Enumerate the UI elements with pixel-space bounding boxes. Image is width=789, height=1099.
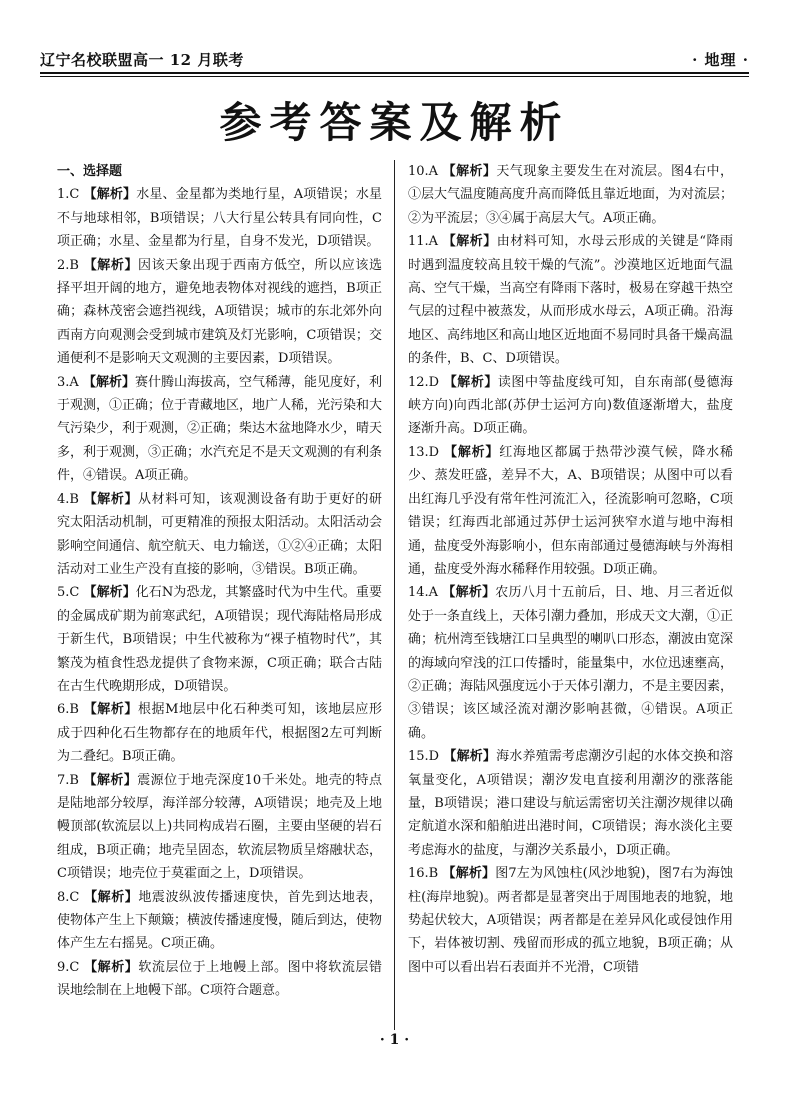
analysis-tag: 【解析】 — [83, 585, 136, 601]
analysis-tag: 【解析】 — [83, 702, 138, 718]
page-number: · 1 · — [379, 1032, 410, 1048]
analysis-text: 从材料可知，该观测设备有助于更好的研究太阳活动机制，可更精准的预报太阳活动。太阳活动会影响空间通信、航空航天、电力输送，①②④正确；太阳活动对工业生产没有直接的影响，③错误。B项正确。 — [57, 491, 383, 577]
analysis-text: 图7左为风蚀柱(风沙地貌)，图7右为海蚀柱(海岸地貌)。两者都是显著突出于周围地表的地貌，地势起伏较大，A项错误；两者都是在差异风化或侵蚀作用下，岩体被切割、残留而形成的孤立地貌，B项正确；从图中可以看出岩石表面并不光滑，C项错 — [408, 866, 733, 975]
answer-number: 12.D — [408, 374, 440, 390]
analysis-tag: 【解析】 — [443, 374, 498, 390]
header-rule-thin — [40, 76, 749, 77]
analysis-text: 水星、金星都为类地行星，A项错误；水星不与地球相邻，B项错误；八大行星公转具有同向性，C项正确；水星、金星都为行星，自身不发光，D项错误。 — [57, 187, 382, 250]
analysis-text: 化石N为恐龙，其繁盛时代为中生代。重要的金属成矿期为前寒武纪，A项错误；现代海陆格局形成于新生代，B项错误；中生代被称为“裸子植物时代”，其繁茂为植食性恐龙提供了食物来源，C项正确；联合古陆在古生代晚期形成，D项错误。 — [57, 585, 382, 694]
answer-item — [57, 183, 382, 253]
answer-number: 15.D — [408, 749, 440, 765]
subject-label: · 地理 · — [692, 51, 749, 69]
answer-number: 16.B — [408, 866, 439, 882]
answer-number: 8.C — [57, 889, 80, 905]
analysis-tag: 【解析】 — [83, 257, 139, 273]
answer-item — [57, 254, 382, 371]
answer-item — [408, 441, 733, 581]
analysis-tag: 【解析】 — [83, 491, 139, 507]
analysis-text: 根据M地层中化石种类可知，该地层应形成于四种化石生物都存在的地质年代，根据图2左可判断为二叠纪。B项正确。 — [57, 702, 383, 765]
answer-item — [408, 745, 733, 862]
answer-item — [57, 956, 382, 1003]
answer-number: 1.C — [57, 187, 80, 203]
analysis-text: 农历八月十五前后，日、地、月三者近似处于一条直线上，天体引潮力叠加，形成天文大潮，①正确；杭州湾至钱塘江口呈典型的喇叭口形态，潮波由宽深的海域向窄浅的江口传播时，能量集中，水位迅速壅高，②正确；海陆风强度远小于天体引潮力，不是主要因素，③错误；该区域泾流对潮汐影响甚微，④错误。A项正确。 — [408, 585, 734, 741]
analysis-text: 震源位于地壳深度10千米处。地壳的特点是陆地部分较厚，海洋部分较薄，A项错误；地壳及上地幔顶部(软流层以上)共同构成岩石圈，主要由坚硬的岩石组成，B项正确；地壳呈固态，软流层物质呈熔融状态，C项错误；地壳位于莫霍面之上，D项错误。 — [57, 772, 382, 882]
analysis-tag: 【解析】 — [442, 164, 497, 179]
analysis-tag: 【解析】 — [83, 772, 138, 788]
analysis-text: 海水养殖需考虑潮汐引起的水体交换和溶氧量变化，A项错误；潮汐发电直接利用潮汐的涨落能量，B项错误；港口建设与航运需密切关注潮汐规律以确定航道水深和船舶进出港时间，C项错误；海水淡化主要考虑海水的盐度，与潮汐关系最小，D项正确。 — [408, 749, 733, 858]
answer-number: 14.A — [408, 585, 439, 601]
analysis-tag: 【解析】 — [84, 959, 139, 975]
answer-number: 2.B — [57, 257, 79, 273]
analysis-tag: 【解析】 — [442, 585, 496, 601]
answer-item — [408, 160, 733, 230]
analysis-text: 因该天象出现于西南方低空，所以应该选择平坦开阔的地方，避免地表物体对视线的遮挡，B项正确；森林茂密会遮挡视线，A项错误；城市的东北郊外向西南方向观测会受到城市建筑及灯光影响，C项错误；交通便利不是影响天文观测的主要因素，D项错误。 — [57, 257, 382, 367]
answer-item — [57, 698, 382, 768]
answer-number: 7.B — [57, 772, 79, 788]
header-rule — [40, 72, 749, 74]
answer-item — [408, 230, 733, 370]
right-column — [408, 160, 733, 1040]
answer-columns — [57, 160, 733, 1040]
answer-item — [408, 862, 733, 979]
answer-number: 10.A — [408, 164, 439, 179]
analysis-text: 软流层位于上地幔上部。图中将软流层错误地绘制在上地幔下部。C项符合题意。 — [57, 959, 382, 999]
answer-item — [57, 581, 382, 698]
answer-item — [408, 581, 733, 745]
section-title: 一、选择题 — [57, 164, 123, 179]
answer-item — [408, 371, 733, 441]
answer-number: 6.B — [57, 702, 79, 718]
analysis-tag: 【解析】 — [442, 234, 497, 250]
answer-number: 11.A — [408, 234, 439, 250]
analysis-tag: 【解析】 — [82, 374, 135, 390]
answer-item — [57, 371, 382, 488]
answer-number: 13.D — [408, 444, 440, 460]
analysis-tag: 【解析】 — [84, 889, 139, 905]
answer-item — [57, 769, 382, 886]
analysis-text: 由材料可知，水母云形成的关键是“降雨时遇到温度较高且较干燥的气流”。沙漠地区近地面气温高、空气干燥，当高空有降雨下落时，极易在穿越干热空气层的过程中被蒸发，从而形成水母云，A项正确。沿海地区、高纬地区和高山地区近地面不易同时具备干燥高温的条件，B、C、D项错误。 — [408, 234, 734, 367]
document-title: 参考答案及解析 — [219, 98, 570, 147]
analysis-tag: 【解析】 — [443, 749, 497, 765]
analysis-tag: 【解析】 — [83, 187, 137, 203]
analysis-tag: 【解析】 — [444, 444, 500, 460]
analysis-text: 地震波纵波传播速度快，首先到达地表，使物体产生上下颠簸；横波传播速度慢，随后到达，使物体产生左右摇晃。C项正确。 — [57, 889, 383, 952]
page-header — [40, 40, 749, 70]
analysis-text: 红海地区都属于热带沙漠气候，降水稀少、蒸发旺盛，差异不大，A、B项错误；从图中可以看出红海几乎没有常年性河流汇入，径流影响可忽略，C项错误；红海西北部通过苏伊士运河狭窄水道与地中海相通，盐度受外海影响小，但东南部通过曼德海峡与外海相通，盐度受外海水稀释作用较强。D项正确。 — [408, 444, 734, 577]
answer-item — [57, 488, 382, 582]
answer-item — [57, 886, 382, 956]
answer-number: 9.C — [57, 959, 80, 975]
analysis-text: 赛什腾山海拔高，空气稀薄，能见度好，利于观测，①正确；位于青藏地区，地广人稀，光污染和大气污染少，利于观测，②正确；柴达木盆地降水少，晴天多，利于观测，③正确；水汽充足不是天文观测的有利条件，④错误。A项正确。 — [57, 374, 383, 484]
analysis-text: 天气现象主要发生在对流层。图4右中，①层大气温度随高度升高而降低且靠近地面，为对流层；②为平流层；③④属于高层大气。A项正确。 — [408, 164, 734, 226]
analysis-text: 读图中等盐度线可知，自东南部(曼德海峡方向)向西北部(苏伊士运河方向)数值逐渐增大，盐度逐渐升高。D项正确。 — [408, 374, 733, 437]
answer-number: 5.C — [57, 585, 80, 601]
analysis-tag: 【解析】 — [442, 866, 496, 882]
exam-name: 辽宁名校联盟高一 12 月联考 — [40, 51, 244, 69]
answer-number: 4.B — [57, 491, 79, 507]
answer-number: 3.A — [57, 374, 79, 390]
left-column — [57, 160, 382, 1040]
